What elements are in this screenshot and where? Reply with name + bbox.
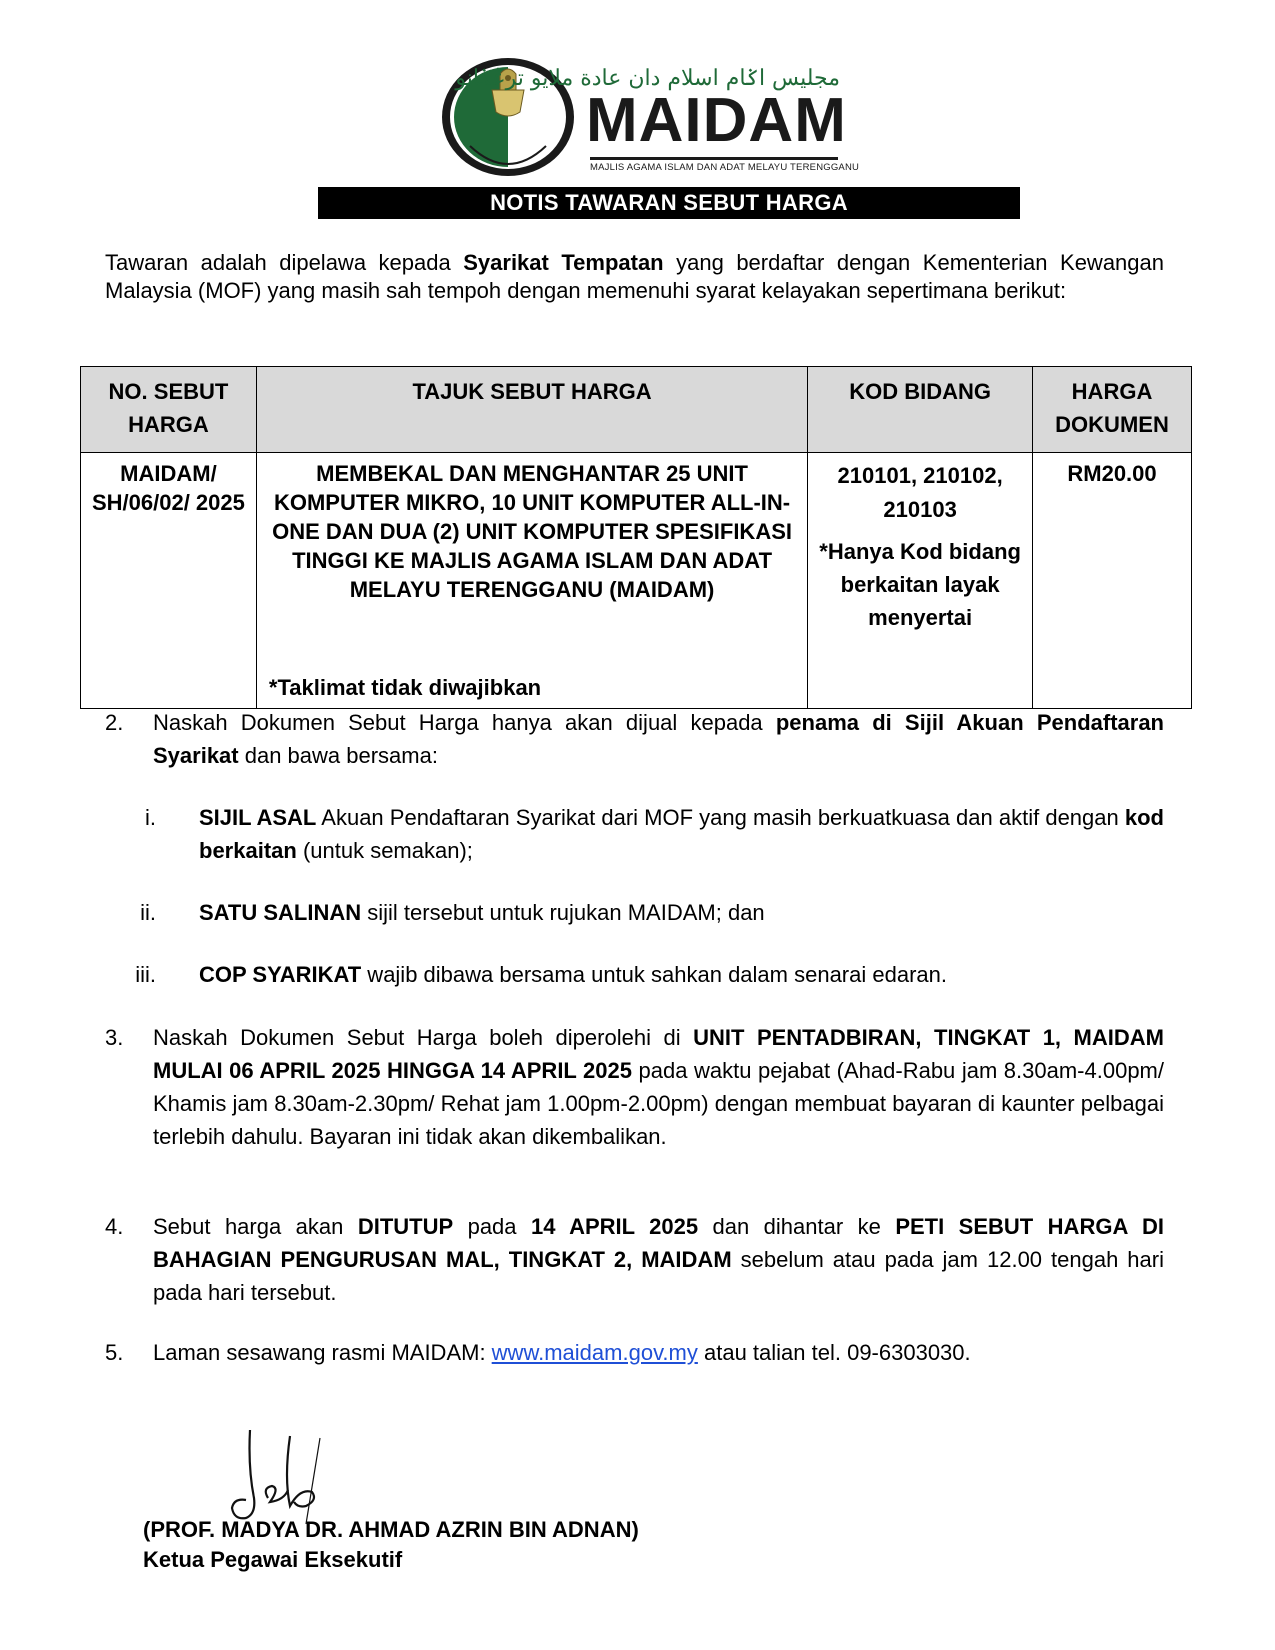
bold-segment: kod berkaitan [199,805,1164,863]
signatory-name: (PROF. MADYA DR. AHMAD AZRIN BIN ADNAN) [143,1517,639,1542]
list-item-5 [105,1336,1164,1369]
cell-harga: RM20.00 [1033,453,1192,709]
bold-segment: PETI SEBUT HARGA DI BAHAGIAN PENGURUSAN MAL, TINGKAT 2, MAIDAM [153,1214,1164,1272]
signatory-block [143,1515,639,1575]
text-segment: dan bawa bersama: [238,743,438,768]
header-no-sebut-harga: NO. SEBUT HARGA [81,367,257,453]
table-row [81,453,1192,709]
logo-subtitle: MAJLIS AGAMA ISLAM DAN ADAT MELAYU TERENGGANU [590,162,860,173]
list-item-text [153,1021,1164,1153]
kod-bidang-codes: 210101, 210102, 210103 [837,463,1003,522]
bold-segment: SATU SALINAN [199,900,362,925]
intro-paragraph [105,249,1164,305]
signature-icon [228,1428,348,1528]
bold-segment: SIJIL ASAL [199,805,317,830]
text-segment: Akuan Pendaftaran Syarikat dari MOF yang masih berkuatkuasa dan aktif dengan [316,805,1125,830]
text-segment: Sebut harga akan [153,1214,358,1239]
cell-tajuk-text: MEMBEKAL DAN MENGHANTAR 25 UNIT KOMPUTER MIKRO, 10 UNIT KOMPUTER ALL-IN-ONE DAN DUA (2) UNIT KOMPUTER SPESIFIKASI TINGGI KE MAJLIS AGAMA ISLAM DAN ADAT MELAYU TERENGGANU (MAIDAM) [272,461,792,602]
list-number: 3. [105,1025,124,1050]
list-number: i. [145,805,156,830]
list-item-4 [105,1210,1164,1309]
list-item-text [199,896,1164,929]
list-number: ii. [140,900,156,925]
intro-bold-1: Syarikat Tempatan [463,250,664,275]
cell-no-sebut-harga: MAIDAM/ SH/06/02/ 2025 [81,453,257,709]
list-item-text [199,801,1164,867]
bold-segment: penama di Sijil Akuan Pendaftaran Syarikat [153,710,1164,768]
briefing-note: *Taklimat tidak diwajibkan [268,675,542,700]
text-segment: Naskah Dokumen Sebut Harga boleh diperolehi di [153,1025,694,1050]
text-segment: atau talian tel. 09-6303030. [697,1340,971,1365]
bold-segment: UNIT PENTADBIRAN, TINGKAT 1, MAIDAM MULAI 06 APRIL 2025 HINGGA 14 APRIL 2025 [153,1025,1164,1083]
list-item-text [199,958,1164,991]
intro-text-1: Tawaran adalah dipelawa kepada [105,250,464,275]
header-tajuk: TAJUK SEBUT HARGA [256,367,807,453]
list-number: 4. [105,1214,124,1239]
list-item-text [153,1336,1164,1369]
text-segment: (untuk semakan); [296,838,473,863]
intro-text-2: yang berdaftar dengan Kementerian Kewangan Malaysia (MOF) yang masih sah tempoh dengan memenuhi syarat kelayakan sepertimana berikut: [105,250,1164,303]
maidam-logo [440,56,860,178]
notice-title: NOTIS TAWARAN SEBUT HARGA [318,187,1020,219]
text-segment: pada [453,1214,531,1239]
text-segment: dan dihantar ke [698,1214,896,1239]
cell-kod-bidang [808,453,1033,709]
list-number: 5. [105,1340,124,1365]
text-segment: sebelum atau pada jam 12.00 tengah hari pada hari tersebut. [153,1247,1164,1305]
header-harga-dokumen: HARGA DOKUMEN [1033,367,1192,453]
list-number: iii. [135,962,156,987]
text-segment: Laman sesawang rasmi MAIDAM: [153,1340,492,1365]
signatory-title: Ketua Pegawai Eksekutif [143,1547,403,1572]
bold-segment: DITUTUP [357,1214,454,1239]
kod-bidang-note: *Hanya Kod bidang berkaitan layak menyertai [819,539,1021,630]
bold-segment: 14 APRIL 2025 [530,1214,699,1239]
list-item-2 [105,706,1164,772]
text-segment: wajib dibawa bersama untuk sahkan dalam senarai edaran. [361,962,947,987]
sub-item-ii [140,896,1164,929]
list-item-text [153,1210,1164,1309]
table-header-row [81,367,1192,453]
list-number: 2. [105,710,124,735]
header-kod-bidang: KOD BIDANG [808,367,1033,453]
logo-divider [590,157,838,160]
website-link[interactable]: www.maidam.gov.my [491,1340,698,1365]
list-item-text [153,706,1164,772]
sub-item-iii [135,958,1164,991]
bold-segment: COP SYARIKAT [199,962,362,987]
text-segment: sijil tersebut untuk rujukan MAIDAM; dan [361,900,765,925]
tender-table [80,366,1192,709]
cell-tajuk [256,453,807,709]
logo-arabic-title: مجليس اݢام اسلام دان عادة ملايو ترڠݢانو [455,66,840,91]
logo-wordmark: MAIDAM [586,86,847,155]
sub-item-i [145,801,1164,867]
text-segment: pada waktu pejabat (Ahad-Rabu jam 8.30am-4.00pm/ Khamis jam 8.30am-2.30pm/ Rehat jam 1.00pm-2.00pm) dengan membuat bayaran di kaunter pelbagai terlebih dahulu. Bayaran ini tidak akan dikembalikan. [153,1058,1164,1149]
text-segment: Naskah Dokumen Sebut Harga hanya akan dijual kepada [153,710,776,735]
list-item-3 [105,1021,1164,1153]
